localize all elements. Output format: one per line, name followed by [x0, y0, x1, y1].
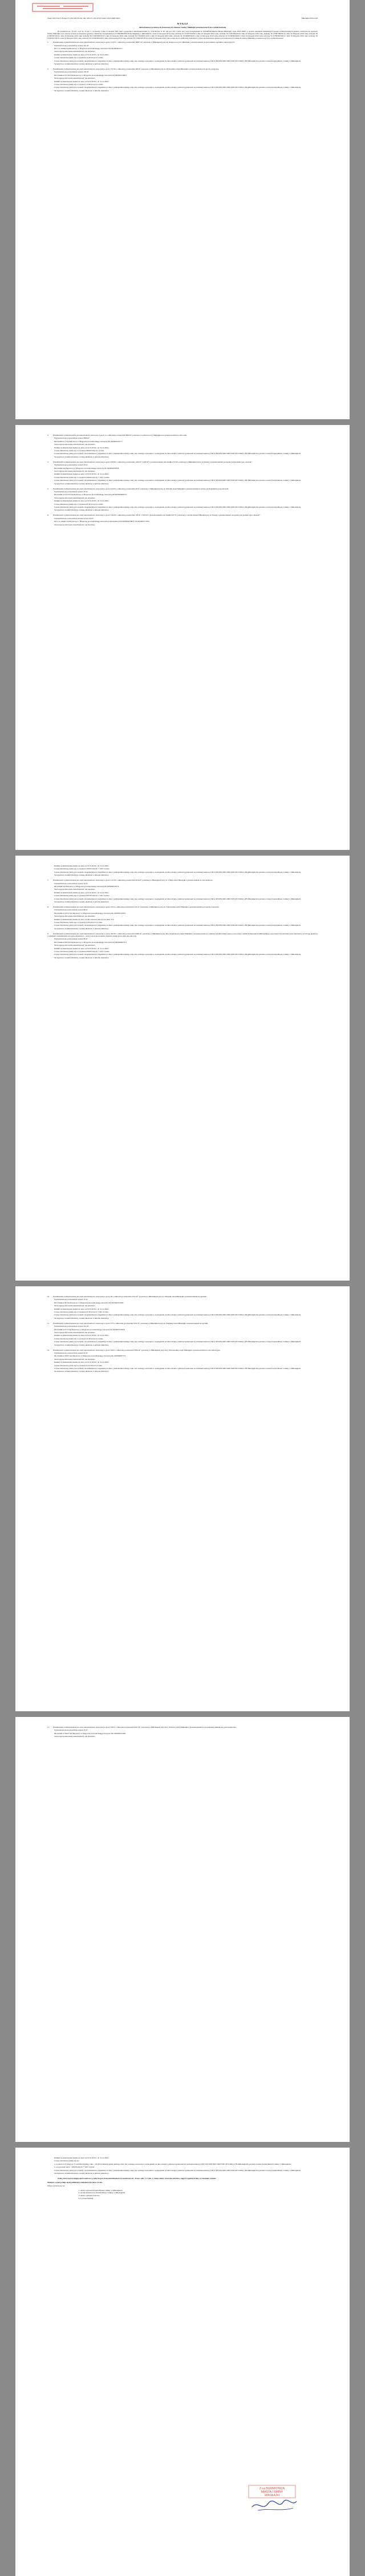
- document-page-3: [15, 856, 350, 1281]
- property-item: [47, 1322, 318, 1346]
- property-detail-line: Teren zagospodarowania nieruchomości: nie określono: [54, 523, 95, 526]
- posting-intro: Wykaz wywieszono na:: [47, 2184, 65, 2187]
- property-detail-line: Czynsz dzierżawny ustala się w wysokości 244,00 złotych + VAT /rocznie: [54, 950, 110, 953]
- property-detail-line: Działka wydzierżawiana będzie na okres od 01.01.2019 r. do 31.12.2021r.: [54, 1307, 110, 1310]
- property-item: [47, 68, 318, 92]
- official-stamp-image: [31, 2, 94, 14]
- document-page-2: [15, 425, 350, 850]
- property-detail-line: Teren zagospodarowania nieruchomości: nie określono: [54, 1305, 95, 1307]
- item-number: 8.: [47, 906, 49, 909]
- item-text: Przedmiotem wydzierżawienia jest część nieruchomości oznaczonej w geod. 48 o całkowitej powierzchni 2721 m², położonej w Mikołajkach przy ul. Olszynki obręb Mikołajki z przeznaczeniem na ogródek.: [53, 1295, 207, 1298]
- property-detail-line: Szczegółowe warunki dzierżawy zostaną określone w umowie dzierżawy.: [54, 455, 109, 458]
- place-date: Mikołajki 2018.12.02: [301, 17, 318, 19]
- property-detail-line: Wydzierżawiona powierzchnia wynosi 8000 m²: [54, 437, 90, 440]
- property-item: [47, 1349, 318, 1373]
- item-number: 13.: [47, 1726, 50, 1728]
- item-number: 12.: [47, 1348, 50, 1351]
- item-text: Przedmiotem wydzierżawienia jest część nieruchomości oznaczonej w geod. 225/4 o całkowitej powierzchni 141 m², położonej w Mikołajkach przy ul. T.Kościuszki obręb Mikołajki z przeznaczeniem pod ogrody warzywne.: [53, 906, 220, 909]
- property-detail-line: Szczegółowe warunki dzierżawy zostaną określone w umowie dzierżawy.: [54, 1343, 109, 1346]
- property-item: [47, 865, 318, 876]
- property-detail-line: Czynsz dzierżawny płatny jest za każdy rok kalendarzowy najpóźniej do dnia 1 października każdego roku, bez osobnego wezwania w zaokrągleniu od dnia zwłoki w płatności przelewem na rachunek bankowy UM nr 98 9350 0001 0000 0329 2072 0004 w BS Mikołajki lub gotówką w kasie Urzędu Miasta i Gminy w Mikołajkach.: [54, 452, 301, 455]
- item-text: Przedmiotem wydzierżawienia jest część nieruchomości oznaczonej w geod. 200/2 o całkowitej powierzchni 3954 m², położonej w Mikołajkach przy ulicy Warszawskiej obręb Mikołajki z przeznaczeniem na cele rekreacyjne.: [53, 1348, 221, 1351]
- property-detail-line: Dla działki nr 225/4 Sąd Rejonowy w Mrągowie prowadzi księgę wieczystą OL1M/00021396/5.: [54, 912, 126, 914]
- property-detail-line: Teren zagospodarowania nieruchomości: nie określono: [54, 496, 95, 499]
- property-detail-line: Teren zagospodarowania nieruchomości: nie określono: [54, 944, 95, 947]
- property-item: [47, 434, 318, 458]
- property-detail-line: Czynsz dzierżawny ustala się w wysokości 800,00 złotych /rocznie: [54, 449, 104, 452]
- property-detail-line: Wydzierżawiona powierzchnia wynosi 129 m².: [54, 71, 90, 74]
- property-detail-line: Czynsz dzierżawny ustala się w wysokości 14,50 złotych /rocznie: [54, 56, 103, 59]
- property-item: [47, 488, 318, 512]
- property-detail-line: Czynsz dzierżawny płatny jest za każdy rok kalendarzowy najpóźniej do dnia 1 października każdego roku, bez osobnego wezwania w zaokrągleniu od dnia zwłoki w płatności przelewem na rachunek bankowy UM nr 98 9350 0001 0000 0329 2072 0004 w BS Mikołajki lub gotówką w kasie Urzędu Miasta i Gminy w Mikołajkach.: [54, 870, 301, 873]
- property-detail-line: b. za pozostały okres – 200,00 złotych + VAT /rocznie: [54, 2166, 95, 2169]
- property-description: [47, 933, 318, 937]
- property-detail-line: Działka wydzierżawiana będzie na okres od 01.01.2019 r. do 31.12.2021r.: [54, 891, 110, 894]
- signature-stamp-image: [241, 2484, 303, 2517]
- property-detail-line: Dla działki nr 202/50 Sąd Rejonowy w Mrągowie prowadzi księgę wieczystą OL1M/00008575/3.: [54, 941, 127, 943]
- property-detail-line: Czynsz dzierżawny ustala się w wysokości 950,00 złotych + VAT /rocznie: [54, 894, 110, 897]
- property-detail-line: Czynsz dzierżawny płatny jest za każdy rok kalendarzowy najpóźniej do dnia 1 października każdego roku, bez osobnego wezwania w zaokrągleniu od dnia zwłoki w płatności przelewem na rachunek bankowy UM nr 98 9350 0001 0000 0329 2072 0004 w BS Mikołajki lub gotówką w kasie Urzędu Miasta i Gminy w Mikołajkach.: [54, 1367, 301, 1370]
- document-header: [47, 17, 318, 19]
- property-detail-line: Czynsz dzierżawny ustala się w wysokości 22,50 złotych + VAT /rocznie: [54, 1310, 108, 1313]
- property-detail-line: Szczegółowe warunki dzierżawy zostaną określone w umowie dzierżawy.: [54, 1317, 109, 1319]
- property-detail-line: Teren zagospodarowania nieruchomości: nie określono: [54, 470, 95, 472]
- property-detail-line: Działka wydzierżawiana będzie na okres od 01.01.2019 r. do 31.12.2021r.: [54, 473, 110, 476]
- property-detail-line: Działka wydzierżawiana będzie na okres od 01.01.2019 r. do 31.12.2021r.: [54, 53, 110, 56]
- property-detail-line: Wydzierżawiona powierzchnia wynosi 222 m².: [54, 1325, 90, 1328]
- item-number: 4.: [47, 460, 49, 463]
- item-text: Przedmiotem wydzierżawienia jest nieruchomość oznaczona w geod. 2 o całkowitej powierzchni 8000 m², położona w Grabówce przy Mikołajkach z przeznaczeniem na cele rolne.: [53, 434, 187, 436]
- item-text: Przedmiotem wydzierżawienia jest część nieruchomości oznaczonej w geod. 239/30 o całkowitej powierzchni 1200 m² i 1443 m² z przeznaczeniem oraz działka 372/42, położonej w Mikołajkach przy ul. Pisarej z przeznaczeniem pod grunt pod garażem typu „blaszak”.: [53, 460, 253, 463]
- property-description: [47, 879, 318, 881]
- property-item: [47, 41, 318, 65]
- property-detail-line: Teren zagospodarowania nieruchomości: nie określono: [54, 50, 95, 53]
- item-text: Przedmiotem wydzierżawienia jest część nieruchomości oznaczonej w geod. 213/18 o całkowitej powierzchni 8210 m², położonej w Mikołajkach przy ul. 3 Maja obręb Mikołajki z przeznaczeniem na cele handlowe.: [53, 879, 213, 882]
- publication-period: Niniejszy wykaz podaje się do publicznej wiadomości na okres 21 dni.: [47, 2181, 103, 2184]
- property-description: [47, 514, 318, 516]
- property-description: [47, 1349, 318, 1351]
- property-detail-line: a. za okres od 15 maja do 15 września każdego roku – 161,00 zł dziennie płatny każdego dnia, bez osobnego wezwania w zaokrągleniu od dnia zwłoki w płatności przelewem na rachunek bankowy UM nr 98 9350 0001 0000 0329 2072 0004 w BS Mikołajki lub gotówką w kasie Urzędu Miasta i Gminy w Mikołajkach.: [54, 2162, 291, 2165]
- property-detail-line: Czynsz dzierżawny płatny jest za każdy rok kalendarzowy najpóźniej do dnia 1 października każdego roku, bez osobnego wezwania w zaokrągleniu od dnia zwłoki w płatności przelewem na rachunek bankowy UM nr 98 9350 0001 0000 0329 2072 0004 w BS Mikołajki lub gotówką w kasie Urzędu Miasta i Gminy w Mikołajkach.: [54, 1340, 301, 1343]
- document-page-1: [15, 0, 350, 419]
- property-detail-line: Teren zagospodarowania nieruchomości: nie określono: [54, 77, 95, 80]
- item-number: 5.: [47, 487, 49, 490]
- item-text: Przedmiotem wydzierżawienia jest część nieruchomości oznaczonej w geod. 613/23 o całkowitej powierzchni 29 m², położonej w Mikołajkach przy ul. M.Kajki obręb Mikołajki z przeznaczeniem na grunt pod budynkiem gospodarczym.: [53, 487, 229, 490]
- property-detail-line: Czynsz dzierżawny płatny jest za każdy rok kalendarzowy najpóźniej do dnia 1 października każdego roku, bez osobnego wezwania w zaokrągleniu od dnia zwłoki w płatności przelewem na rachunek bankowy UM nr 98 9350 0001 0000 0329 2072 0004 w BS Mikołajki lub gotówką w kasie Urzędu Miasta i Gminy w Mikołajkach.: [54, 59, 301, 62]
- property-detail-line: Czynsz dzierżawny ustala się w wysokości 240,00 złotych + VAT /rocznie: [54, 476, 110, 479]
- property-detail-line: Działka wydzierżawiana będzie na okres od 01.01.2019 r. do 31.12.2021r.: [54, 80, 110, 83]
- property-detail-line: Czynsz dzierżawny płatny jest za każdy rok kalendarzowy najpóźniej do dnia 1 października każdego roku, bez osobnego wezwania w zaokrągleniu od dnia zwłoki w płatności przelewem na rachunek bankowy UM nr 98 9350 0001 0000 0329 2072 0004 w BS Mikołajki lub gotówką w kasie Urzędu Miasta i Gminy w Mikołajkach.: [54, 2169, 301, 2172]
- property-detail-line: Szczegółowe warunki dzierżawy zostaną określone w umowie dzierżawy.: [54, 1370, 109, 1373]
- property-detail-line: Teren zagospodarowania nieruchomości: nie określono: [54, 1358, 95, 1360]
- posting-location: 3. tablicy ogłoszeń sołectwa: [80, 2194, 318, 2197]
- property-detail-line: Szczegółowe warunki dzierżawy zostaną określone w umowie dzierżawy.: [54, 956, 109, 959]
- property-detail-line: Czynsz dzierżawny ustala się w wysokości 6,80 złotych /rocznie: [54, 921, 103, 924]
- item-text: Przedmiotem wydzierżawienia jest część nieruchomości oznaczonej w geod. 27/3 o całkowitej powierzchni 1022 m², położonej w Mikołajkach przy ul. Wiejskiej obręb Mikołajki z przeznaczeniem na ogródki.: [53, 1322, 208, 1325]
- item-text: Przedmiotem wydzierżawienia jest część nieruchomości oznaczonej w geod. 202/50 o całkowitej powierzchni 2600 m², położonej w Mikołajkach przy ulicy Kasztanowej obręb Mikołajki z przeznaczeniem na realizacje ścieżki-szlaku pieszo-rowerowego wzdłuż brzegu jeziora Mikołajskiego stanowiących (wyłącznie przez dzierżawcę pod drogę gruntową z nadaniem i utrzymaniem oraz przez dzierżawcę / osoby trzecie prowadzenie dojazdu i usługi płotu oferta dla zdrowej).: [47, 932, 318, 938]
- property-detail-line: Czynsz dzierżawny płatny jest za każdy rok kalendarzowy najpóźniej do dnia 1 października każdego roku, bez osobnego wezwania w zaokrągleniu od dnia zwłoki w płatności przelewem na rachunek bankowy UM nr 98 9350 0001 0000 0329 2072 0004 w BS Mikołajki lub gotówką w kasie Urzędu Miasta i Gminy w Mikołajkach.: [54, 506, 301, 508]
- item-number: 6.: [47, 514, 49, 517]
- property-item: [47, 1726, 318, 1737]
- property-detail-line: Dla działki nr 2 Sąd Rejonowy w Mrągowie prowadzi księgę wieczystą OL1M/00023257/7.: [54, 440, 123, 443]
- document-subtitle: nieruchomości gruntowych stanowiących własność Gminy Mikołajki przeznaczonych do wydzierżawienia: [139, 26, 226, 29]
- property-item: [47, 879, 318, 903]
- property-item: [47, 514, 318, 525]
- property-item: [47, 1295, 318, 1319]
- item-number: 1.: [47, 41, 49, 44]
- property-detail-line: Szczegółowe warunki dzierżawy zostaną określone w umowie dzierżawy.: [54, 482, 109, 485]
- property-detail-line: Czynsz dzierżawny ustala się wg:: [54, 2160, 79, 2162]
- item-text: Przedmiotem wydzierżawienia jest część nieruchomości oznaczonej w geod. 372/42 o całkowitej powierzchni 328 m², położona w Mikołajkach przy ul. Dybowskiej obręb Mikołajki z przeznaczeniem pod ogrody warzywne.: [53, 68, 220, 70]
- property-item: [47, 906, 318, 930]
- item-number: 3.: [47, 434, 49, 436]
- property-detail-line: Dla działki Sąd Rejonowy w Mrągowie prowadzi księgę wieczystą OL1M/00005787/4.: [54, 885, 120, 888]
- property-detail-line: Teren zagospodarowania nieruchomości: nie określono: [54, 888, 95, 891]
- document-page-5: [15, 1717, 350, 2142]
- property-detail-line: Wydzierżawiona powierzchnia wynosi 61 m².: [54, 1352, 88, 1355]
- property-detail-line: Szczegółowe warunki dzierżawy zostaną określone w umowie dzierżawy.: [54, 927, 109, 930]
- item-number: 2.: [47, 68, 49, 70]
- property-description: [47, 488, 318, 490]
- property-detail-line: Działka wydzierżawiana będzie na okres od 01.01.2019 r. do 31.12.2021r.: [54, 865, 110, 867]
- property-detail-line: Szczegółowe warunki dzierżawy zostaną określone w umowie dzierżawy.: [54, 89, 109, 92]
- property-detail-line: Dla w/w działki Sąd Rejonowy w Mrągowie prowadzi księgę wieczystą (odpowiednio) OL1M/00029788/9, OL1M/00027119/9.: [54, 520, 150, 523]
- posting-location: 1. tablicy ogłoszeń Urzędu Miasta i Gminy w Mikołajkach,: [80, 2189, 318, 2192]
- property-item: [47, 461, 318, 485]
- property-detail-line: Czynsz dzierżawny płatny jest za każdy rok kalendarzowy najpóźniej do dnia 1 października każdego roku, bez osobnego wezwania w zaokrągleniu od dnia zwłoki w płatności przelewem na rachunek bankowy UM nr 98 9350 0001 0000 0329 2072 0004 w BS Mikołajki lub gotówką w kasie Urzędu Miasta i Gminy w Mikołajkach.: [54, 897, 301, 900]
- document-page-4: [15, 1286, 350, 1711]
- property-detail-line: Czynsz dzierżawny płatny jest za każdy rok kalendarzowy najpóźniej do dnia 1 października każdego roku, bez osobnego wezwania w zaokrągleniu od dnia zwłoki w płatności przelewem na rachunek bankowy UM nr 98 9350 0001 0000 0329 2072 0004 w BS Mikołajki lub gotówką w kasie Urzędu Miasta i Gminy w Mikołajkach.: [54, 924, 301, 927]
- posting-locations-list: [58, 2189, 318, 2200]
- property-detail-line: Wydzierżawiona powierzchnia wynosi 29 m².: [54, 491, 88, 493]
- property-detail-line: Czynsz dzierżawny ustala się w wysokości 6,10 złotych /rocznie: [54, 1364, 103, 1367]
- property-detail-line: Czynsz dzierżawny ustala się w wysokości 240,00 złotych + VAT /rocznie: [54, 868, 110, 870]
- property-detail-line: Dla działki nr 200/3 Sąd Rejonowy w Mrągowie prowadzi księgę wieczystą OL1M/00025129/8.: [54, 1732, 126, 1735]
- property-detail-line: Działka wydzierżawiana będzie na okres od 01.01.2019 r. do 31.12.2021r.: [54, 1361, 110, 1364]
- item-text: Przedmiotem wydzierżawienia jest część nieruchomości oznaczonej w geod. 200/3 o całkowitej powierzchni 9541 m², położonej w Mikołajkach przy ulicy Wolności obręb Mikołajki z przeznaczeniem na prowadzenie działalności gastronomicznej.: [53, 1726, 237, 1728]
- legal-basis-paragraph: Na podstawie art. 35 ust.1 oraz art. 35 ust. 1 i 1a ustawy z dnia 21 sierpnia 1997 roku o gospodarce nieruchomościami (t.j. z 2018r. Dz. U. Nr 102 poz. 651 z późn. zm.) oraz Zarządzeniem nr 30/2008 Burmistrza Miasta Mikołajki z dnia 28.01.2008r. w sprawie określenia minimalnych stawek wydzierżawianych gruntów stanowiących własność Gminy Mikołajki oraz stawek czynszu za dzierżawę gruntów, zmienione zarządzeniem nr UVBI/298/2018 Rady Miejskiej w Mikołajkach z dnia 10 listopada 2010 roku, uchwały Nr LVII/579/2010 z dnia 10 listopada 2010 roku, uchwały Nr LVII/590/2010 z dnia 10 listopada 2010 roku, uchwały Nr LVIII/596/2010 z dnia 10 listopada 2010 roku, uchwały Nr LVIII/597/2010 z dnia 10 listopada 2010 roku, uchwały Nr LVIII/600/2010 z dnia 10 listopada 2010 roku, uchwały Nr LVIII/601/2010 z dnia 10 listopada 2010 roku, uchwały Nr LVIII/603/2010 z dnia 10 listopada 2010 roku, uchwały Nr LVIII/604/2010 z dnia 10 listopada 2010 roku, uchwały Nr LVIII/609/2010 z dnia 10 listopada 2010 roku, uchwały Nr LVIII/615/2010 z dnia 10 listopada 2010 roku, uchwały Nr LVIII/599/2010 z dnia 10 listopada 2010 roku, uchwały Nr LVIII/607/2010 z dnia 10 listopada 2010 roku podaje się do publicznej wiadomości wykaz nieruchomości gruntowych stanowiących własność Gminy Mikołajki, przeznaczonych do wydzierżawienia:: [47, 30, 318, 40]
- signature-line: MIKOŁAJKI: [264, 2494, 280, 2497]
- property-detail-line: Wydzierżawiona powierzchnia wynosi 145 m².: [54, 44, 90, 47]
- property-detail-line: Działka wydzierżawiana będzie na okres od 01.01.2019 r. do 31.12.2021r.: [54, 500, 110, 503]
- property-detail-line: Działka wydzierżawiana będzie na okres od 01.01.2019 r. do 31.12.2021r.: [54, 2157, 110, 2159]
- property-detail-line: Teren zagospodarowania nieruchomości: nie określono: [54, 443, 95, 446]
- property-description: [47, 1726, 318, 1728]
- property-detail-line: Wydzierżawiona powierzchnia wynosi 15 m².: [54, 1298, 88, 1301]
- property-detail-line: Teren zagospodarowania nieruchomości: nie określono: [54, 1331, 95, 1334]
- item-text: Przedmiotem wydzierżawienia jest część nieruchomości oznaczonej w geod. 2/1479 o całkowitej powierzchni 39687 m², położonej w Mikołajkach przy ul. Księżycowej obr. Mikołajki z przeznaczeniem na prowadzenie ogródków rekreacyjnych.: [53, 41, 235, 44]
- property-detail-line: Czynsz dzierżawny ustala się w wysokości 22,20 złotych /rocznie: [54, 1337, 103, 1340]
- property-detail-line: Dla działki nr 27/3 Sąd Rejonowy w Mrągowie prowadzi księgę wieczystą OL1M/00021259/8.: [54, 1328, 125, 1331]
- property-detail-line: Dla działki nr 200/2 Sąd Rejonowy w Mrągowie prowadzi księgę wieczystą OL1M/00008575/3.: [54, 1355, 126, 1358]
- property-detail-line: Dla działki Sąd Rejonowy w Mrągowie prowadzi księgę wieczystą OL1M/00029785/8.: [54, 467, 120, 469]
- property-detail-line: Działka wydzierżawiana będzie na okres od 01.01.2019 r. do 31.12.2021r.: [54, 1334, 110, 1337]
- property-detail-line: Czynsz dzierżawny płatny jest za każdy rok kalendarzowy najpóźniej do dnia 1 października każdego roku, bez osobnego wezwania w zaokrągleniu od dnia zwłoki w płatności przelewem na rachunek bankowy UM nr 98 9350 0001 0000 0329 2072 0004 w BS Mikołajki lub gotówką w kasie Urzędu Miasta i Gminy w Mikołajkach.: [54, 953, 301, 956]
- property-detail-line: Działka wydzierżawiana będzie na okres od 01.01.2019 r. do 31.12.2021r.: [54, 446, 110, 449]
- property-detail-line: Dla działki nr 372/42 Sąd Rejonowy w Mrągowie prowadzi księgę wieczystą OL1M/00021396/5.: [54, 74, 127, 76]
- property-description: [47, 461, 318, 463]
- item-number: 7.: [47, 879, 49, 882]
- property-detail-line: Wydzierżawiona powierzchnia wynosi 68 m².: [54, 938, 88, 941]
- property-detail-line: Szczegółowe warunki dzierżawy zostaną określone w umowie dzierżawy.: [54, 874, 109, 877]
- property-item: [47, 933, 318, 959]
- posting-location: 2. stronie internetowej Urzędu Miasta i Gminy w Mikołajkach,: [80, 2192, 318, 2194]
- property-detail-line: Działka wydzierżawiana będzie na okres od 01.01.2019 r. do 31.12.2021r.: [54, 947, 110, 950]
- document-title: W Y K A Z: [177, 22, 188, 25]
- item-number: 10.: [47, 1295, 50, 1298]
- property-detail-line: Czynsz dzierżawny ustala się w wysokości 12,90 złotych /rocznie: [54, 83, 103, 86]
- property-detail-line: Czynsz dzierżawny płatny jest za każdy rok kalendarzowy najpóźniej do dnia 1 października każdego roku, bez osobnego wezwania w zaokrągleniu od dnia zwłoki w płatności przelewem na rachunek bankowy UM nr 98 9350 0001 0000 0329 2072 0004 w BS Mikołajki lub gotówką w kasie Urzędu Miasta i Gminy w Mikołajkach.: [54, 86, 301, 89]
- property-description: [47, 906, 318, 908]
- property-detail-line: Wydzierżawiona powierzchnia łącznie wynosi 20 m².: [54, 517, 94, 520]
- property-detail-line: Dla działki nr 48 Sąd Rejonowy w Mrągowie prowadzi księgę wieczystą OL1M/00025129/8.: [54, 1301, 124, 1304]
- property-detail-line: Czynsz dzierżawny płatny jest za każdy rok kalendarzowy najpóźniej do dnia 1 października każdego roku, bez osobnego wezwania w zaokrągleniu od dnia zwłoki w płatności przelewem na rachunek bankowy UM nr 98 9350 0001 0000 0329 2072 0004 w BS Mikołajki lub gotówką w kasie Urzędu Miasta i Gminy w Mikołajkach.: [54, 479, 301, 482]
- property-detail-line: Wydzierżawiona powierzchnia wynosi 68 m².: [54, 909, 88, 912]
- property-detail-line: Szczegółowe warunki dzierżawy zostaną określone w umowie dzierżawy.: [54, 901, 109, 903]
- property-detail-line: Teren zagospodarowania nieruchomości: nie określono: [54, 915, 95, 918]
- item-number: 11.: [47, 1322, 50, 1325]
- property-detail-line: Dla w/w działki Sąd Rejonowy w Mrągowie prowadzi księgę wieczystą OL1M/00029531/7.: [54, 47, 123, 50]
- property-description: [47, 434, 318, 436]
- signature-line: Z-ca BURMISTRZA: [259, 2487, 285, 2490]
- reference-number: Znak: GM.7224.5.19.244.175.138.144.183.161.164. 168.171.145.167.95 GGK.7224.5.4467/2019: [47, 17, 120, 19]
- document-page-6: [15, 2148, 350, 2576]
- property-detail-line: Dla działki nr 613/23 Sąd Rejonowy w Mrągowie prowadzi księgę wieczystą OL1M/00026691/9.: [54, 493, 127, 496]
- property-detail-line: Wydzierżawiona powierzchnia wynosi 20 m².: [54, 464, 88, 467]
- property-detail-line: Czynsz dzierżawny ustala się w wysokości 87,00 złotych /rocznie: [54, 503, 103, 505]
- property-detail-line: Szczegółowe warunki dzierżawy zostaną określone w umowie dzierżawy.: [54, 509, 109, 512]
- item-number: 9.: [47, 932, 49, 935]
- property-detail-line: Teren zagospodarowania nieruchomości: nie określono: [54, 1735, 95, 1738]
- property-detail-line: Czynsz dzierżawny płatny jest za każdy rok kalendarzowy najpóźniej do dnia 1 października każdego roku, bez osobnego wezwania w zaokrągleniu od dnia zwłoki w płatności przelewem na rachunek bankowy UM nr 98 9350 0001 0000 0329 2072 0004 w BS Mikołajki lub gotówką w kasie Urzędu Miasta i Gminy w Mikołajkach.: [54, 1314, 301, 1317]
- property-item: [47, 2157, 318, 2174]
- property-detail-line: Szczegółowe warunki dzierżawy zostaną określone w umowie dzierżawy.: [54, 2172, 109, 2174]
- signature-line: MIASTA I GMINY: [261, 2490, 283, 2494]
- property-description: [47, 68, 318, 70]
- posting-location: 4. w prasie lokalnej.: [80, 2197, 318, 2200]
- property-detail-line: Wydzierżawiona powierzchnia wynosi 19 m².: [54, 882, 88, 885]
- pre-emption-notice: Osoby, którym przysługuje pierwszeństwo w nabyciu powyższej nieruchomości na podstawie art. 34 ust.1 pkt. 1 i 2 pkt. 2, winny złożyć stosowne wnioski w ciągu 6 tygodni od daty wywieszenia wykazu.: [58, 2177, 217, 2180]
- property-detail-line: Szczegółowe warunki dzierżawy zostaną określone w umowie dzierżawy.: [54, 62, 109, 65]
- property-detail-line: Wydzierżawiona powierzchnia wynosi 20 m².: [54, 1729, 88, 1732]
- property-detail-line: Działka wydzierżawiana będzie na okres od dnia zawarcia umowy na okres 3 lat.: [54, 918, 115, 921]
- property-description: [47, 41, 318, 43]
- property-description: [47, 1295, 318, 1298]
- item-text: Przedmiotem wydzierżawienia jest część nieruchomości oznaczonej w geod. 239/29 o całkowitej powierzchni 138 m² i 1300 m² z przeznaczeniem oraz działki 427/37, położonej w obrębie miasta Mikołajki przy ul. Pisarej z przeznaczeniem pod grunt pod garażem typu „blaszak”.: [53, 514, 261, 517]
